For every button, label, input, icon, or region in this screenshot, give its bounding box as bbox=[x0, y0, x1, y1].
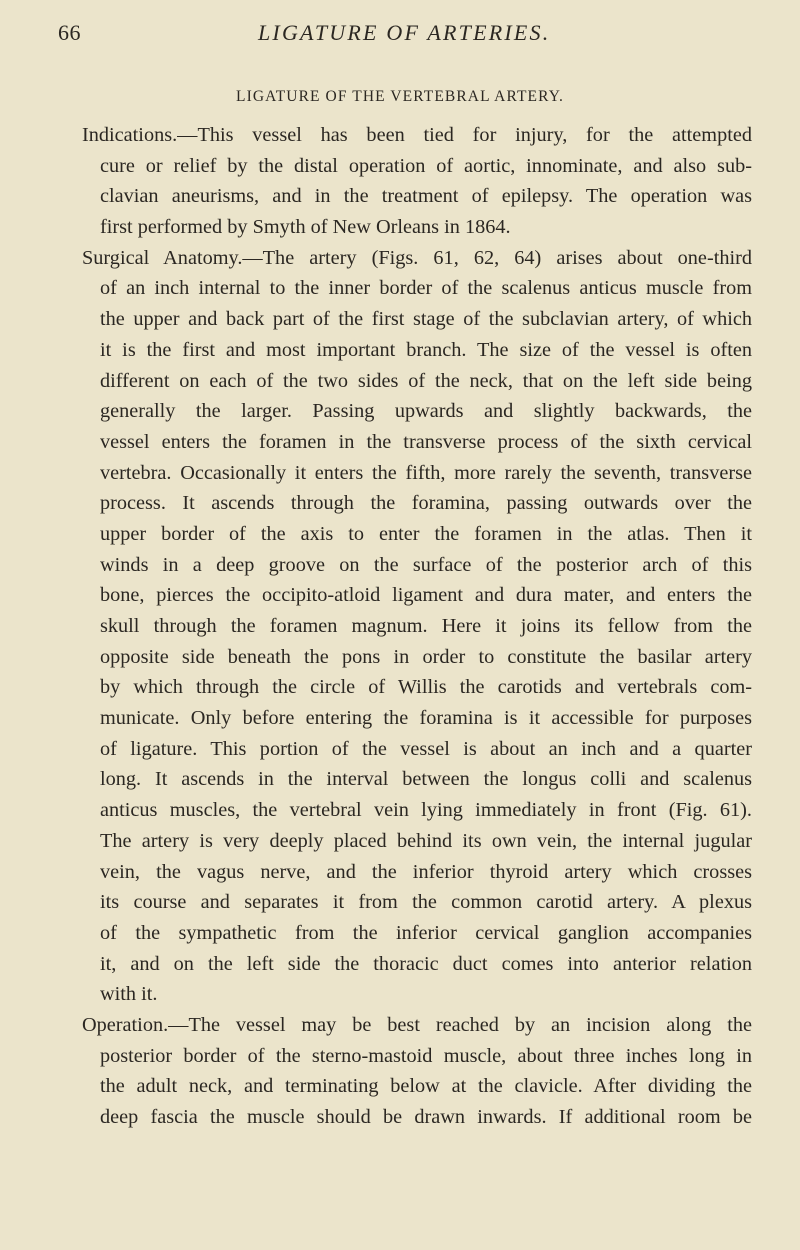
paragraph-first-line: Surgical Anatomy.—The artery (Figs. 61, 62, 64) arises about one-third bbox=[82, 246, 752, 269]
text-line: the adult neck, and terminating below at the clavicle. After dividing the bbox=[100, 1075, 752, 1098]
page-number: 66 bbox=[58, 20, 81, 45]
text-line: skull through the foramen magnum. Here it joins its fellow from the bbox=[100, 615, 752, 637]
text-line: long. It ascends in the interval between the longus colli and scalenus bbox=[100, 768, 752, 791]
text-line: of an inch internal to the inner border of the scalenus anticus muscle from bbox=[100, 277, 752, 300]
text-line: different on each of the two sides of the neck, that on the left side being bbox=[100, 369, 752, 392]
text-line: process. It ascends through the foramina, passing outwards over the bbox=[100, 492, 752, 515]
text-line: first performed by Smyth of New Orleans in 1864. bbox=[100, 216, 511, 239]
text-line: clavian aneurisms, and in the treatment of epilepsy. The operation was bbox=[100, 185, 752, 208]
text-line: upper border of the axis to enter the foramen in the atlas. Then it bbox=[100, 522, 752, 545]
text-line: vessel enters the foramen in the transverse process of the sixth cervical bbox=[100, 430, 752, 453]
paragraph-first-line: Operation.—The vessel may be best reached by an incision along the bbox=[82, 1013, 752, 1036]
text-line: The artery is very deeply placed behind its own vein, the internal jugular bbox=[100, 829, 752, 852]
text-line: generally the larger. Passing upwards and slightly backwards, the bbox=[100, 400, 752, 423]
text-line: deep fascia the muscle should be drawn inwards. If additional room be bbox=[100, 1106, 752, 1128]
text-line: winds in a deep groove on the surface of the posterior arch of this bbox=[100, 553, 752, 576]
text-line: municate. Only before entering the foramina is it accessible for purposes bbox=[100, 707, 752, 730]
section-heading: LIGATURE OF THE VERTEBRAL ARTERY. bbox=[236, 88, 564, 105]
paragraph-first-line: Indications.—This vessel has been tied for injury, for the attempted bbox=[82, 124, 752, 146]
running-title: LIGATURE OF ARTERIES. bbox=[258, 20, 551, 45]
text-line: it is the first and most important branch. The size of the vessel is often bbox=[100, 338, 752, 361]
text-line: vein, the vagus nerve, and the inferior thyroid artery which crosses bbox=[100, 860, 752, 883]
text-line: of ligature. This portion of the vessel is about an inch and a quarter bbox=[100, 737, 752, 760]
text-line: vertebra. Occasionally it enters the fifth, more rarely the seventh, transverse bbox=[100, 461, 752, 484]
text-line: cure or relief by the distal operation of aortic, innominate, and also sub- bbox=[100, 154, 752, 177]
text-line: opposite side beneath the pons in order to constitute the basilar artery bbox=[100, 645, 752, 668]
text-line: by which through the circle of Willis the carotids and vertebrals com- bbox=[100, 676, 752, 699]
text-line: bone, pierces the occipito-atloid ligament and dura mater, and enters the bbox=[100, 584, 752, 607]
running-header bbox=[58, 20, 758, 54]
text-line: with it. bbox=[100, 983, 158, 1006]
text-line: its course and separates it from the common carotid artery. A plexus bbox=[100, 891, 752, 914]
text-line: anticus muscles, the vertebral vein lying immediately in front (Fig. 61). bbox=[100, 799, 752, 822]
text-line: it, and on the left side the thoracic duct comes into anterior relation bbox=[100, 952, 752, 975]
text-line: of the sympathetic from the inferior cervical ganglion accompanies bbox=[100, 921, 752, 944]
text-line: posterior border of the sterno-mastoid muscle, about three inches long in bbox=[100, 1044, 752, 1067]
text-line: the upper and back part of the first stage of the subclavian artery, of which bbox=[100, 308, 752, 331]
body-text bbox=[82, 120, 752, 1133]
